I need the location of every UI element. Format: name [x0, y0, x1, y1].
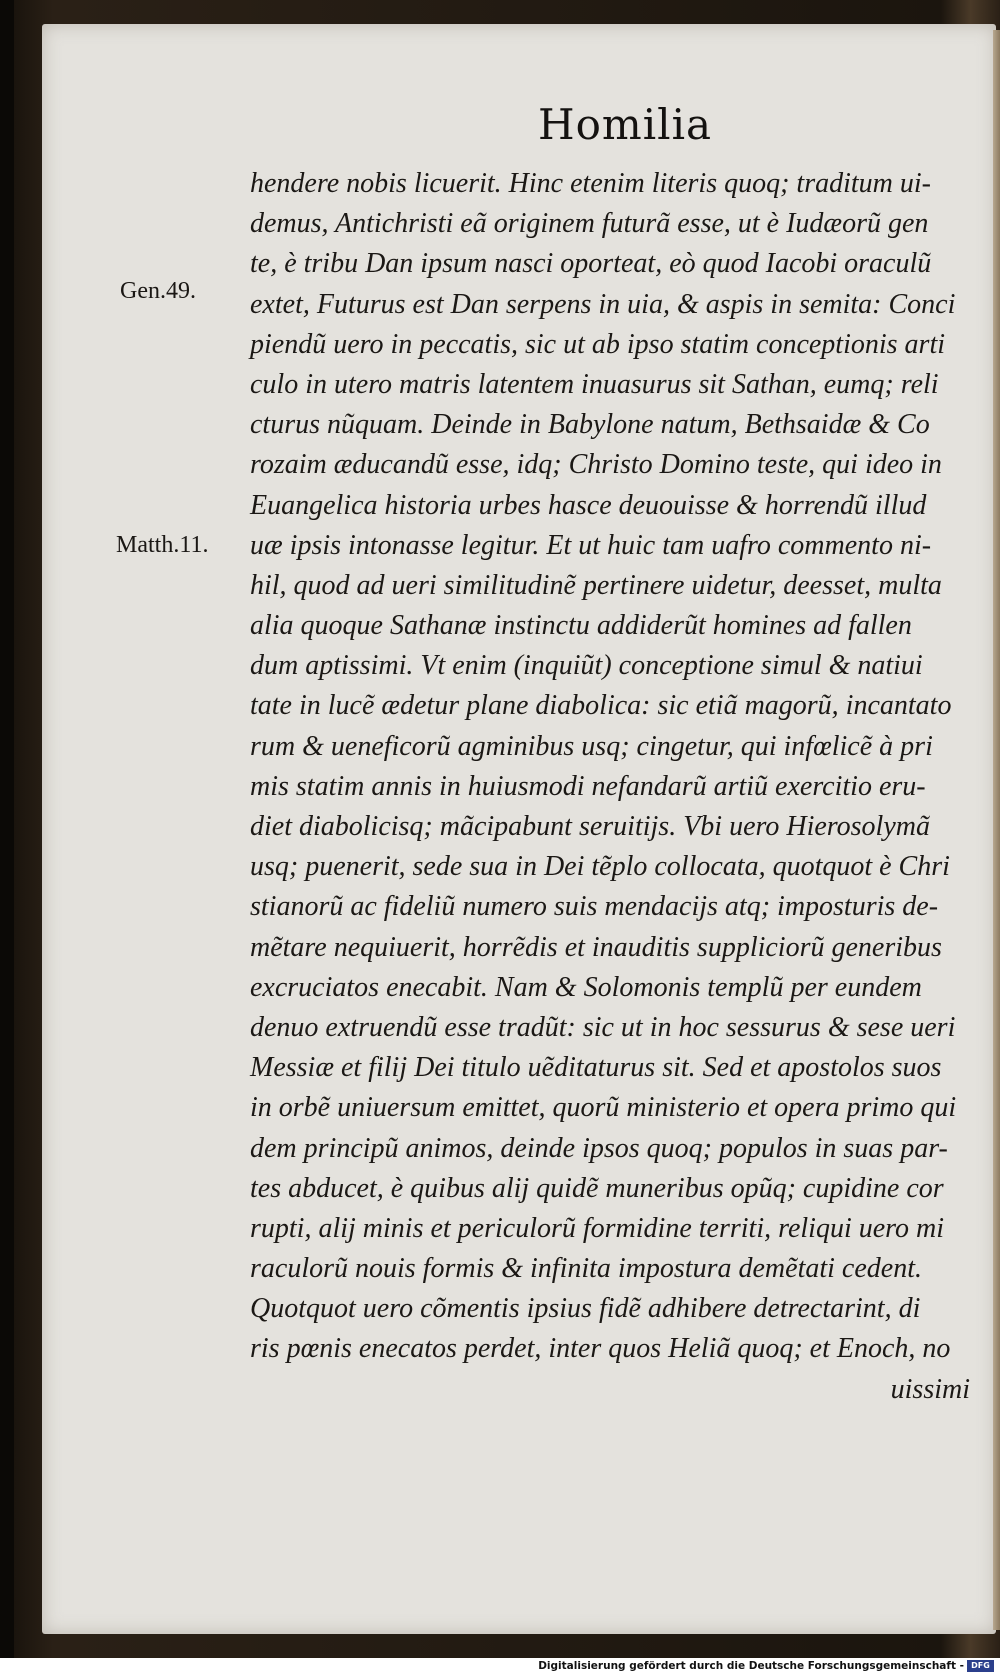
text-line: Euangelica historia urbes hasce deuouisse & horrendũ illud	[250, 489, 927, 521]
text-line: rum & ueneficorũ agminibus usq; cingetur, qui infœlicẽ à pri	[250, 730, 933, 762]
text-line: denuo extruendũ esse tradũt: sic ut in hoc sessurus & sese ueri	[250, 1011, 956, 1043]
margin-note-gen: Gen.49.	[120, 278, 196, 304]
body-text	[250, 164, 970, 1410]
text-line: culo in utero matris latentem inuasurus sit Sathan, eumq; reli	[250, 368, 939, 400]
margin-note-matth: Matth.11.	[116, 532, 209, 558]
text-line: cturus nũquam. Deinde in Babylone natum, Bethsaidæ & Co	[250, 409, 930, 441]
text-line: dem principũ animos, deinde ipsos quoq; populos in suas par-	[250, 1132, 948, 1164]
digitization-credit: Digitalisierung gefördert durch die Deutsche Forschungsgemeinschaft -	[538, 1660, 964, 1672]
text-line: hil, quod ad ueri similitudinẽ pertinere uidetur, deesset, multa	[250, 569, 942, 601]
text-line: mẽtare nequiuerit, horrẽdis et inauditis suppliciorũ generibus	[250, 931, 942, 963]
dfg-logo: DFG	[967, 1660, 994, 1672]
text-line: usq; puenerit, sede sua in Dei tẽplo collocata, quotquot è Chri	[250, 851, 950, 883]
text-line: alia quoque Sathanæ instinctu addiderũt homines ad fallen	[250, 610, 912, 642]
text-line: mis statim annis in huiusmodi nefandarũ artiũ exercitio eru-	[250, 770, 926, 802]
text-line: stianorũ ac fideliũ numero suis mendacijs atq; imposturis de-	[250, 891, 939, 923]
page-heading: Homilia	[538, 100, 713, 149]
text-line: raculorũ nouis formis & infinita impostura demẽtati cedent.	[250, 1253, 922, 1285]
text-line: tate in lucẽ ædetur plane diabolica: sic etiã magorũ, incantato	[250, 690, 952, 722]
text-line: tes abducet, è quibus alij quidẽ muneribus opũq; cupidine cor	[250, 1172, 944, 1204]
footer-bar	[0, 1658, 1000, 1674]
text-line: extet, Futurus est Dan serpens in uia, & aspis in semita: Conci	[250, 288, 956, 320]
page-edge	[993, 30, 1000, 1630]
text-line: ris pœnis enecatos perdet, inter quos Heliã quoq; et Enoch, no	[250, 1333, 951, 1365]
text-line: rozaim æducandũ esse, idq; Christo Domino teste, qui ideo in	[250, 449, 942, 481]
text-line: demus, Antichristi eã originem futurã esse, ut è Iudæorũ gen	[250, 208, 929, 240]
text-line: uæ ipsis intonasse legitur. Et ut huic tam uafro commento ni-	[250, 529, 932, 561]
text-line: dum aptissimi. Vt enim (inquiũt) conceptione simul & natiui	[250, 650, 923, 682]
text-line: in orbẽ uniuersum emittet, quorũ ministerio et opera primo qui	[250, 1092, 957, 1124]
text-line: piendũ uero in peccatis, sic ut ab ipso statim conceptionis arti	[250, 328, 945, 360]
text-line: Messiæ et filij Dei titulo uẽditaturus sit. Sed et apostolos suos	[250, 1052, 942, 1084]
text-line: hendere nobis licuerit. Hinc etenim literis quoq; traditum ui-	[250, 168, 931, 199]
text-line: te, è tribu Dan ipsum nasci oporteat, eò quod Iacobi oraculũ	[250, 248, 932, 280]
text-line: rupti, alij minis et periculorũ formidine territi, reliqui uero mi	[250, 1212, 945, 1244]
text-line: uissimi	[890, 1373, 970, 1405]
text-line: diet diabolicisq; mãcipabunt seruitijs. Vbi uero Hierosolymã	[250, 811, 930, 842]
text-line: excruciatos enecabit. Nam & Solomonis templũ per eundem	[250, 971, 922, 1003]
text-line: Quotquot uero cõmentis ipsius fidẽ adhibere detrectarint, di	[250, 1293, 921, 1325]
